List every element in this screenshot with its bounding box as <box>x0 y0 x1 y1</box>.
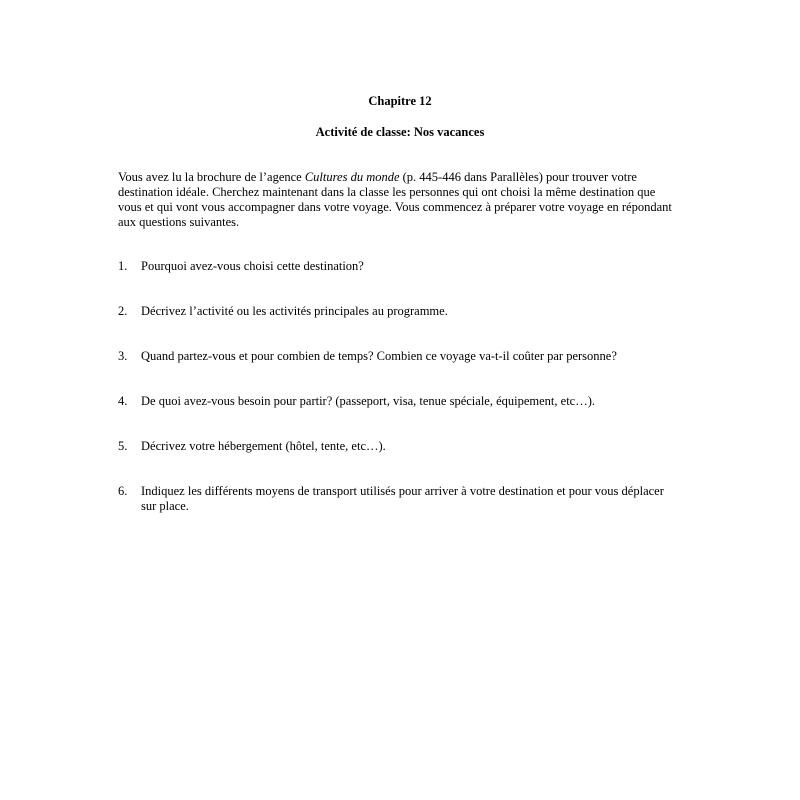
question-text: Quand partez-vous et pour combien de temps? Combien ce voyage va-t-il coûter par personne? <box>141 349 617 363</box>
question-number: 5. <box>118 439 128 453</box>
question-text: Indiquez les différents moyens de transport utilisés pour arriver à votre destination et pour vous déplacer sur place. <box>141 484 664 513</box>
question-number: 1. <box>118 259 128 273</box>
question-item <box>118 304 678 319</box>
chapter-title: Chapitre 12 <box>368 94 432 108</box>
intro-text-rest: (p. 445-446 dans Parallèles) pour trouver votre destination idéale. Cherchez maintenant dans la classe les personnes qui ont choisi la même destination que vous et qui vont vous accompagner dans votre voyage. Vous commencez à préparer votre voyage en répondant aux questions suivantes. <box>118 170 672 229</box>
question-text: De quoi avez-vous besoin pour partir? (passeport, visa, tenue spéciale, équipement, etc…). <box>141 394 596 408</box>
question-text: Décrivez l’activité ou les activités principales au programme. <box>141 304 448 318</box>
question-item <box>118 484 678 514</box>
question-item <box>118 394 678 409</box>
question-text: Décrivez votre hébergement (hôtel, tente, etc…). <box>141 439 386 453</box>
question-list <box>118 259 678 544</box>
question-number: 6. <box>118 484 128 498</box>
intro-text-start: Vous avez lu la brochure de l’agence <box>118 170 305 184</box>
question-number: 3. <box>118 349 128 363</box>
question-number: 4. <box>118 394 128 408</box>
question-text: Pourquoi avez-vous choisi cette destination? <box>141 259 364 273</box>
activity-subtitle: Activité de classe: Nos vacances <box>315 125 485 139</box>
question-item <box>118 439 678 454</box>
question-item <box>118 259 678 274</box>
question-number: 2. <box>118 304 128 318</box>
agency-name: Cultures du monde <box>304 170 400 184</box>
question-item <box>118 349 678 364</box>
intro-paragraph <box>118 170 678 230</box>
